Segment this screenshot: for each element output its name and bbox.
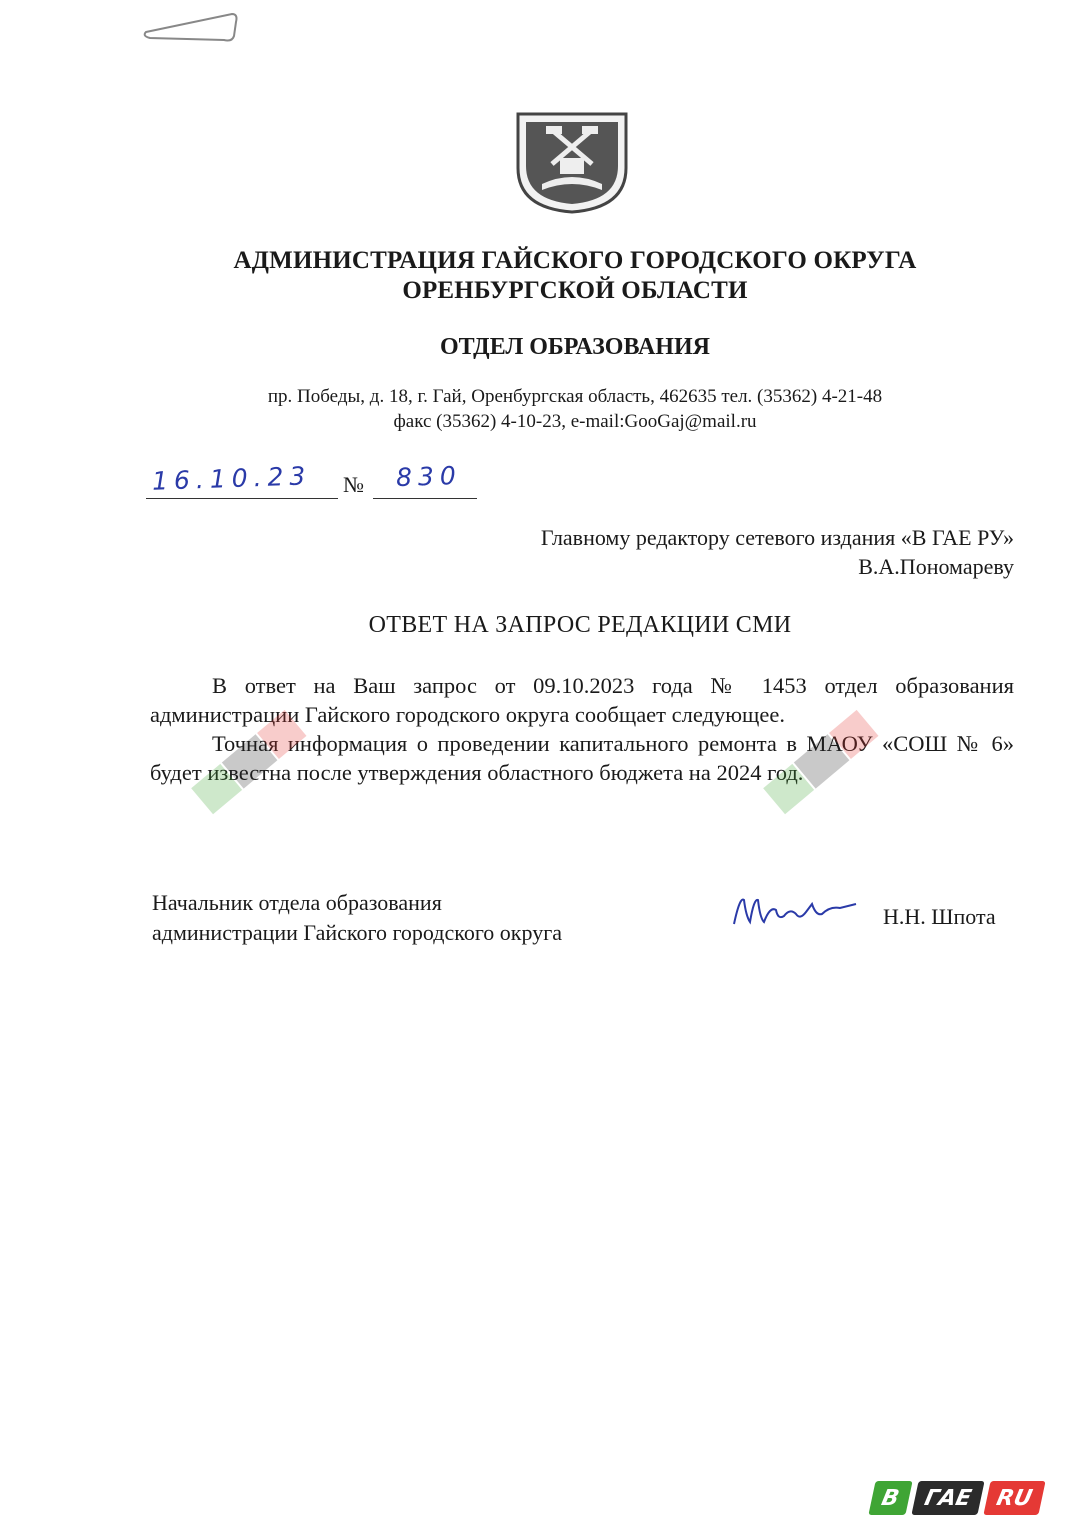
document-heading: ОТВЕТ НА ЗАПРОС РЕДАКЦИИ СМИ: [368, 612, 792, 638]
handwritten-date: 16.10.23: [151, 461, 312, 496]
organization-region: ОРЕНБУРГСКОЙ ОБЛАСТИ: [402, 277, 748, 304]
date-underline: [146, 498, 338, 499]
signatory-name: Н.Н. Шпота: [883, 904, 996, 929]
addressee-name: В.А.Пономареву: [858, 554, 1014, 579]
watermark-logo: [180, 690, 320, 840]
signatory-position: [152, 888, 562, 948]
address-block: [0, 384, 1080, 434]
logo-part-b: В: [869, 1481, 913, 1515]
handwritten-signature: [720, 886, 860, 934]
organization-title: АДМИНИСТРАЦИЯ ГАЙСКОГО ГОРОДСКОГО ОКРУГА: [233, 247, 917, 274]
logo-part-gae: ГАЕ: [911, 1481, 984, 1515]
number-underline: [373, 498, 477, 499]
addressee-position: Главному редактору сетевого издания «В ГАЕ РУ»: [540, 525, 1014, 550]
position-line-1: Начальник отдела образования: [152, 890, 442, 915]
paperclip-mark: [140, 8, 240, 44]
logo-part-ru: RU: [984, 1481, 1046, 1515]
fax-email-line: факс (35362) 4-10-23, e-mail:GooGaj@mail.ru: [393, 411, 757, 432]
coat-of-arms-icon: [512, 108, 632, 216]
site-logo: [872, 1481, 1042, 1517]
number-sign: №: [343, 472, 364, 497]
watermark-logo: [752, 690, 892, 840]
body-paragraph-2: Точная информация о проведении капитального ремонта в МАОУ «СОШ № 6» будет известна после утверждения областного бюджета на 2024 год.: [150, 731, 1014, 785]
department-name: ОТДЕЛ ОБРАЗОВАНИЯ: [440, 334, 710, 360]
body-paragraph-1: В ответ на Ваш запрос от 09.10.2023 года № 1453 отдел образования администрации Гайского городского округа сообщает следующее.: [150, 673, 1014, 727]
position-line-2: администрации Гайского городского округа: [152, 920, 562, 945]
addressee-block: [541, 523, 1014, 581]
address-line: пр. Победы, д. 18, г. Гай, Оренбургская область, 462635 тел. (35362) 4-21-48: [267, 386, 883, 407]
handwritten-number: 830: [395, 460, 463, 493]
